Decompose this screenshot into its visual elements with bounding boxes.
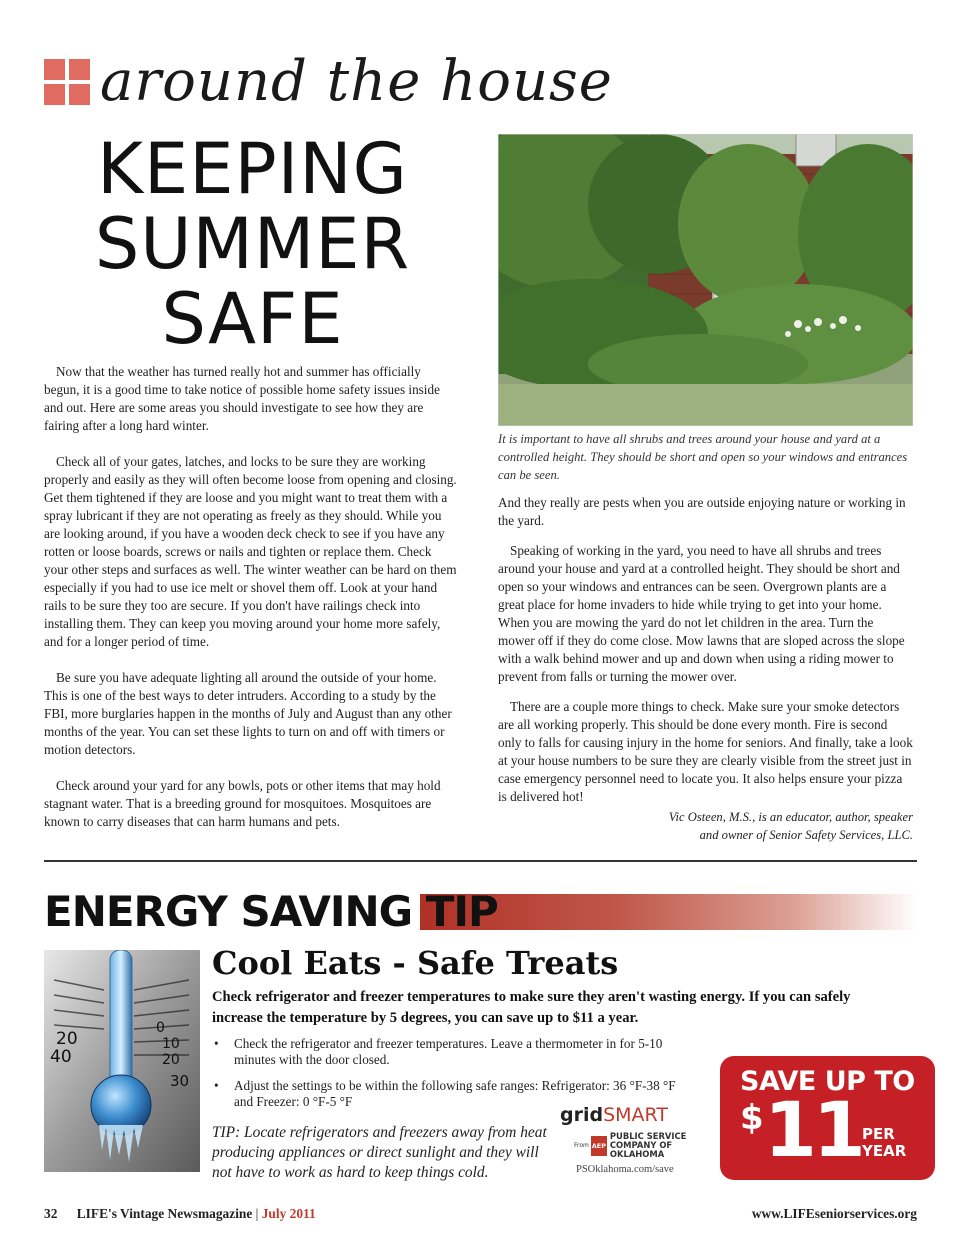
aep-logo-icon: AEP — [591, 1136, 607, 1156]
headline-line: SUMMER — [94, 203, 411, 285]
thermometer-label: 0 — [156, 1020, 165, 1036]
gridsmart-logo — [560, 1104, 710, 1184]
section-title: around the house — [100, 49, 613, 114]
pso-logo-row — [574, 1132, 710, 1159]
byline-line: and owner of Senior Safety Services, LLC. — [699, 828, 913, 842]
article-headline — [60, 128, 445, 360]
bullet-icon: • — [214, 1036, 219, 1051]
article-paragraph: And they really are pests when you are outside enjoying nature or working in the yard. — [498, 495, 906, 528]
section-divider — [44, 860, 917, 862]
article-left-column — [44, 363, 458, 849]
pso-website-link[interactable]: PSOklahoma.com/save — [576, 1164, 674, 1175]
savings-per-text: PER — [862, 1125, 895, 1143]
savings-badge — [720, 1056, 935, 1180]
savings-dollar-sign: $ — [740, 1098, 764, 1138]
thermometer-label: 30 — [170, 1072, 190, 1090]
savings-amount: 11 — [764, 1085, 862, 1174]
energy-banner-title: ENERGY SAVING TIP — [44, 887, 498, 936]
list-item-text: Adjust the settings to be within the following safe ranges: Refrigerator: 36 °F-38 °F and Freezer: 0 °F-5 °F — [234, 1078, 676, 1109]
issue-date: July 2011 — [261, 1206, 316, 1221]
article-right-column — [498, 494, 913, 844]
gridsmart-wordmark — [560, 1104, 710, 1126]
tip-note: TIP: Locate refrigerators and freezers away from heat producing appliances or direct sunlight and they will not have to work as hard to keep things cold. — [212, 1124, 547, 1181]
savings-headline: SAVE UP TO — [740, 1066, 915, 1097]
house-shrubs-photo — [498, 134, 913, 426]
tip-title: Cool Eats - Safe Treats — [212, 944, 619, 982]
author-byline — [498, 808, 913, 844]
page-number: 32 — [44, 1206, 58, 1221]
article-paragraph: Be sure you have adequate lighting all around the outside of your home. This is one of the best ways to deter intruders. According to a study by the FBI, more burglaries happen in the months of July and August than any other months of the year. You can set these lights to turn on and off with timers or motion detectors. — [44, 670, 452, 757]
thermometer-label: 20 — [56, 1029, 78, 1049]
footer-website-link[interactable]: www.LIFEseniorservices.org — [751, 1206, 917, 1221]
headline-line: SAFE — [161, 278, 344, 360]
savings-year-text: YEAR — [862, 1142, 907, 1160]
thermometer-label: 10 — [162, 1036, 180, 1052]
photo-caption: It is important to have all shrubs and trees around your house and yard at a controlled height. They should be short and open so your windows and entrances can be seen. — [498, 432, 908, 482]
logo-smart-text: SMART — [603, 1104, 668, 1126]
magazine-name: LIFE's Vintage Newsmagazine — [76, 1206, 253, 1221]
thermometer-label: 20 — [162, 1052, 180, 1068]
article-paragraph: There are a couple more things to check. Make sure your smoke detectors are all working properly. This should be done every month. Fire is second only to falls for causing injury in the home for seniors. And finally, take a look at your house numbers to be sure they are clearly visible from the street just in case emergency personnel need to locate you. It also helps ensure your pizza is delivered hot! — [498, 699, 913, 804]
thermometer-label: 40 — [50, 1047, 72, 1067]
page-footer-left — [44, 1205, 316, 1223]
savings-per-year — [862, 1126, 906, 1160]
article-paragraph: Check around your yard for any bowls, pots or other items that may hold stagnant water. That is a breeding ground for mosquitoes. Mosquitoes are known to carry diseases that can harm humans and pets. — [44, 778, 441, 829]
tip-lead: Check refrigerator and freezer temperatures to make sure they aren't wasting energy. If you can safely increase the temperature by 5 degrees, you can save up to $11 a year. — [212, 989, 851, 1026]
list-item — [212, 1036, 682, 1068]
list-item-text: Check the refrigerator and freezer temperatures. Leave a thermometer in for 5-10 minutes with the door closed. — [234, 1036, 663, 1067]
pso-company-name: PUBLIC SERVICE COMPANY OF OKLAHOMA — [609, 1131, 687, 1159]
four-square-icon — [44, 59, 90, 105]
headline-line: KEEPING — [97, 128, 408, 210]
thermometer-image — [44, 950, 200, 1172]
article-paragraph: Check all of your gates, latches, and locks to be sure they are working properly and easily as they will often become loose from opening and closing. Get them tightened if they are loose and you might want to treat them with a spray lubricant if they are not operating as freely as they should. While you are looking around, if you have a wooden deck check to see if you have any rotten or loose boards, screws or nails and tighten or replace them. Check your other steps and surfaces as well. The winter weather can be hard on them especially if you had to use ice melt or shovel them off. Look at your hand rails to be sure they too are secure. If you don't have railings check into installing them. They can keep you moving around your home more safely, and for a longer period of time. — [44, 454, 457, 649]
section-header — [44, 49, 613, 114]
bullet-icon: • — [214, 1078, 219, 1093]
logo-grid-text: grid — [560, 1104, 604, 1126]
footer-separator: | — [255, 1206, 259, 1221]
article-paragraph: Now that the weather has turned really hot and summer has officially begun, it is a good time to take notice of possible home safety issues inside and out. Here are some areas you should investigate to see how they are fairing after a long hard winter. — [44, 364, 440, 433]
byline-line: Vic Osteen, M.S., is an educator, author, speaker — [668, 810, 913, 824]
logo-from-text: From — [574, 1142, 589, 1149]
article-paragraph: Speaking of working in the yard, you need to have all shrubs and trees around your house and yard at a controlled height. They should be short and open so your windows and entrances can be seen. Overgrown plants are a great place for home invaders to hide while trying to get into your home. When you are mowing the yard do not let children in the area. Turn the mower off if they do come close. Mow lawns that are sloped across the slope with a walk behind mower and up and down when using a riding mower to prevent from falls or turning the mower over. — [498, 543, 905, 684]
